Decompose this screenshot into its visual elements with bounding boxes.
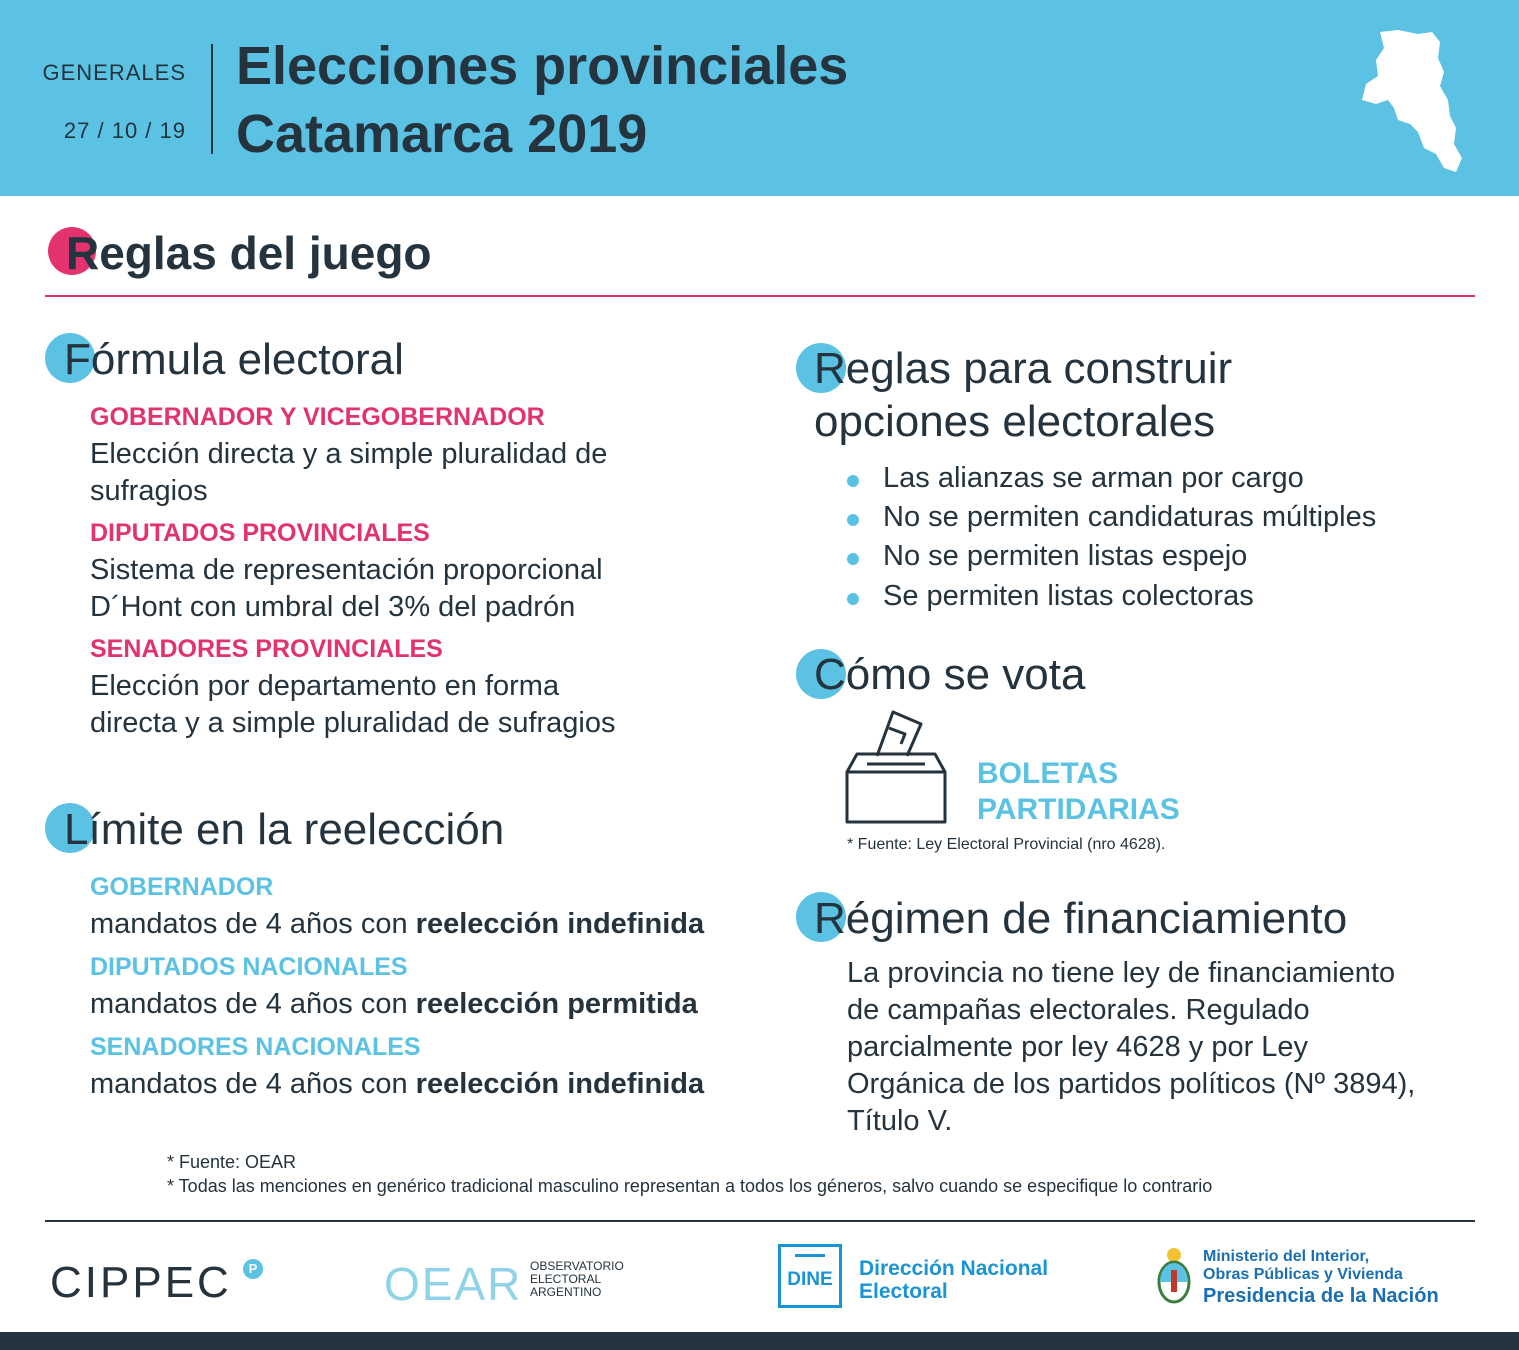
ministerio-name: Ministerio del Interior, Obras Públicas y Vivienda: [1203, 1248, 1403, 1283]
cippec-logo: CIPPEC: [50, 1258, 232, 1307]
formula-text-diputados-2: D´Hont con umbral del 3% del padrón: [90, 591, 576, 623]
reglas-title-line1: Reglas para construir: [814, 344, 1233, 393]
header-title-line1: Elecciones provinciales: [236, 36, 849, 96]
footer-rule: [45, 1220, 1475, 1222]
header-title-line2: Catamarca 2019: [236, 104, 648, 164]
regimen-title: Régimen de financiamiento: [814, 894, 1348, 943]
reglas-bullet: No se permiten candidaturas múltiples: [883, 501, 1377, 533]
como-label-line1: BOLETAS: [977, 757, 1119, 790]
catamarca-map-icon: [1358, 28, 1470, 176]
como-title: Cómo se vota: [814, 650, 1086, 699]
ballot-box-icon: [845, 710, 949, 826]
reglas-title-line2: opciones electorales: [814, 397, 1216, 446]
reglas-bullet: Se permiten listas colectoras: [883, 580, 1254, 612]
presidencia-name: Presidencia de la Nación: [1203, 1285, 1439, 1307]
regimen-text-line: La provincia no tiene ley de financiamiento: [847, 957, 1396, 989]
como-source-note: * Fuente: Ley Electoral Provincial (nro 4628).: [847, 836, 1166, 853]
formula-label-senadores: SENADORES PROVINCIALES: [90, 635, 443, 663]
dine-logo-box: [778, 1244, 842, 1308]
regimen-text-line: de campañas electorales. Regulado: [847, 994, 1310, 1026]
header-divider: [211, 44, 213, 154]
header-date: 27 / 10 / 19: [63, 118, 186, 143]
limite-text-senadores: mandatos de 4 años con reelección indefinida: [90, 1068, 705, 1100]
reglas-bullet: Las alianzas se arman por cargo: [883, 462, 1304, 494]
regimen-text-line: parcialmente por ley 4628 y por Ley: [847, 1031, 1309, 1063]
limite-label-senadores: SENADORES NACIONALES: [90, 1033, 421, 1061]
main-title-rule: [45, 295, 1475, 297]
formula-label-diputados: DIPUTADOS PROVINCIALES: [90, 519, 430, 547]
regimen-text-line: Orgánica de los partidos políticos (Nº 3894),: [847, 1068, 1416, 1100]
reglas-bullet: No se permiten listas espejo: [883, 540, 1248, 572]
formula-label-gobernador: GOBERNADOR Y VICEGOBERNADOR: [90, 403, 545, 431]
dine-logo-text: DINE: [787, 1269, 833, 1290]
oear-subtitle: OBSERVATORIO ELECTORAL ARGENTINO: [530, 1259, 624, 1299]
main-title: Reglas del juego: [66, 227, 432, 279]
dine-name: Dirección Nacional Electoral: [859, 1257, 1049, 1303]
header-kind: GENERALES: [42, 60, 186, 85]
limite-label-diputados: DIPUTADOS NACIONALES: [90, 953, 408, 981]
limite-text-gobernador: mandatos de 4 años con reelección indefinida: [90, 908, 705, 940]
formula-text-gobernador-2: sufragios: [90, 475, 208, 507]
oear-logo: OEAR: [384, 1258, 523, 1310]
formula-text-senadores-2: directa y a simple pluralidad de sufragios: [90, 707, 616, 739]
regimen-text-line: Título V.: [847, 1105, 953, 1137]
como-label-line2: PARTIDARIAS: [977, 793, 1180, 826]
formula-title: Fórmula electoral: [64, 335, 404, 384]
limite-label-gobernador: GOBERNADOR: [90, 873, 274, 901]
formula-text-gobernador-1: Elección directa y a simple pluralidad de: [90, 438, 608, 470]
limite-text-diputados: mandatos de 4 años con reelección permitida: [90, 988, 698, 1020]
footer-bar: [0, 1332, 1519, 1350]
header-band: [0, 0, 1519, 196]
formula-text-senadores-1: Elección por departamento en forma: [90, 670, 560, 702]
limite-title: Límite en la reelección: [64, 805, 505, 854]
national-coat-of-arms-icon: [1154, 1246, 1194, 1306]
cippec-mark: P: [243, 1259, 263, 1279]
formula-text-diputados-1: Sistema de representación proporcional: [90, 554, 603, 586]
footnote-gender: * Todas las menciones en genérico tradicional masculino representan a todos los géneros, salvo cuando se especifique lo contrario: [167, 1176, 1213, 1196]
footnote-source: * Fuente: OEAR: [167, 1152, 297, 1172]
